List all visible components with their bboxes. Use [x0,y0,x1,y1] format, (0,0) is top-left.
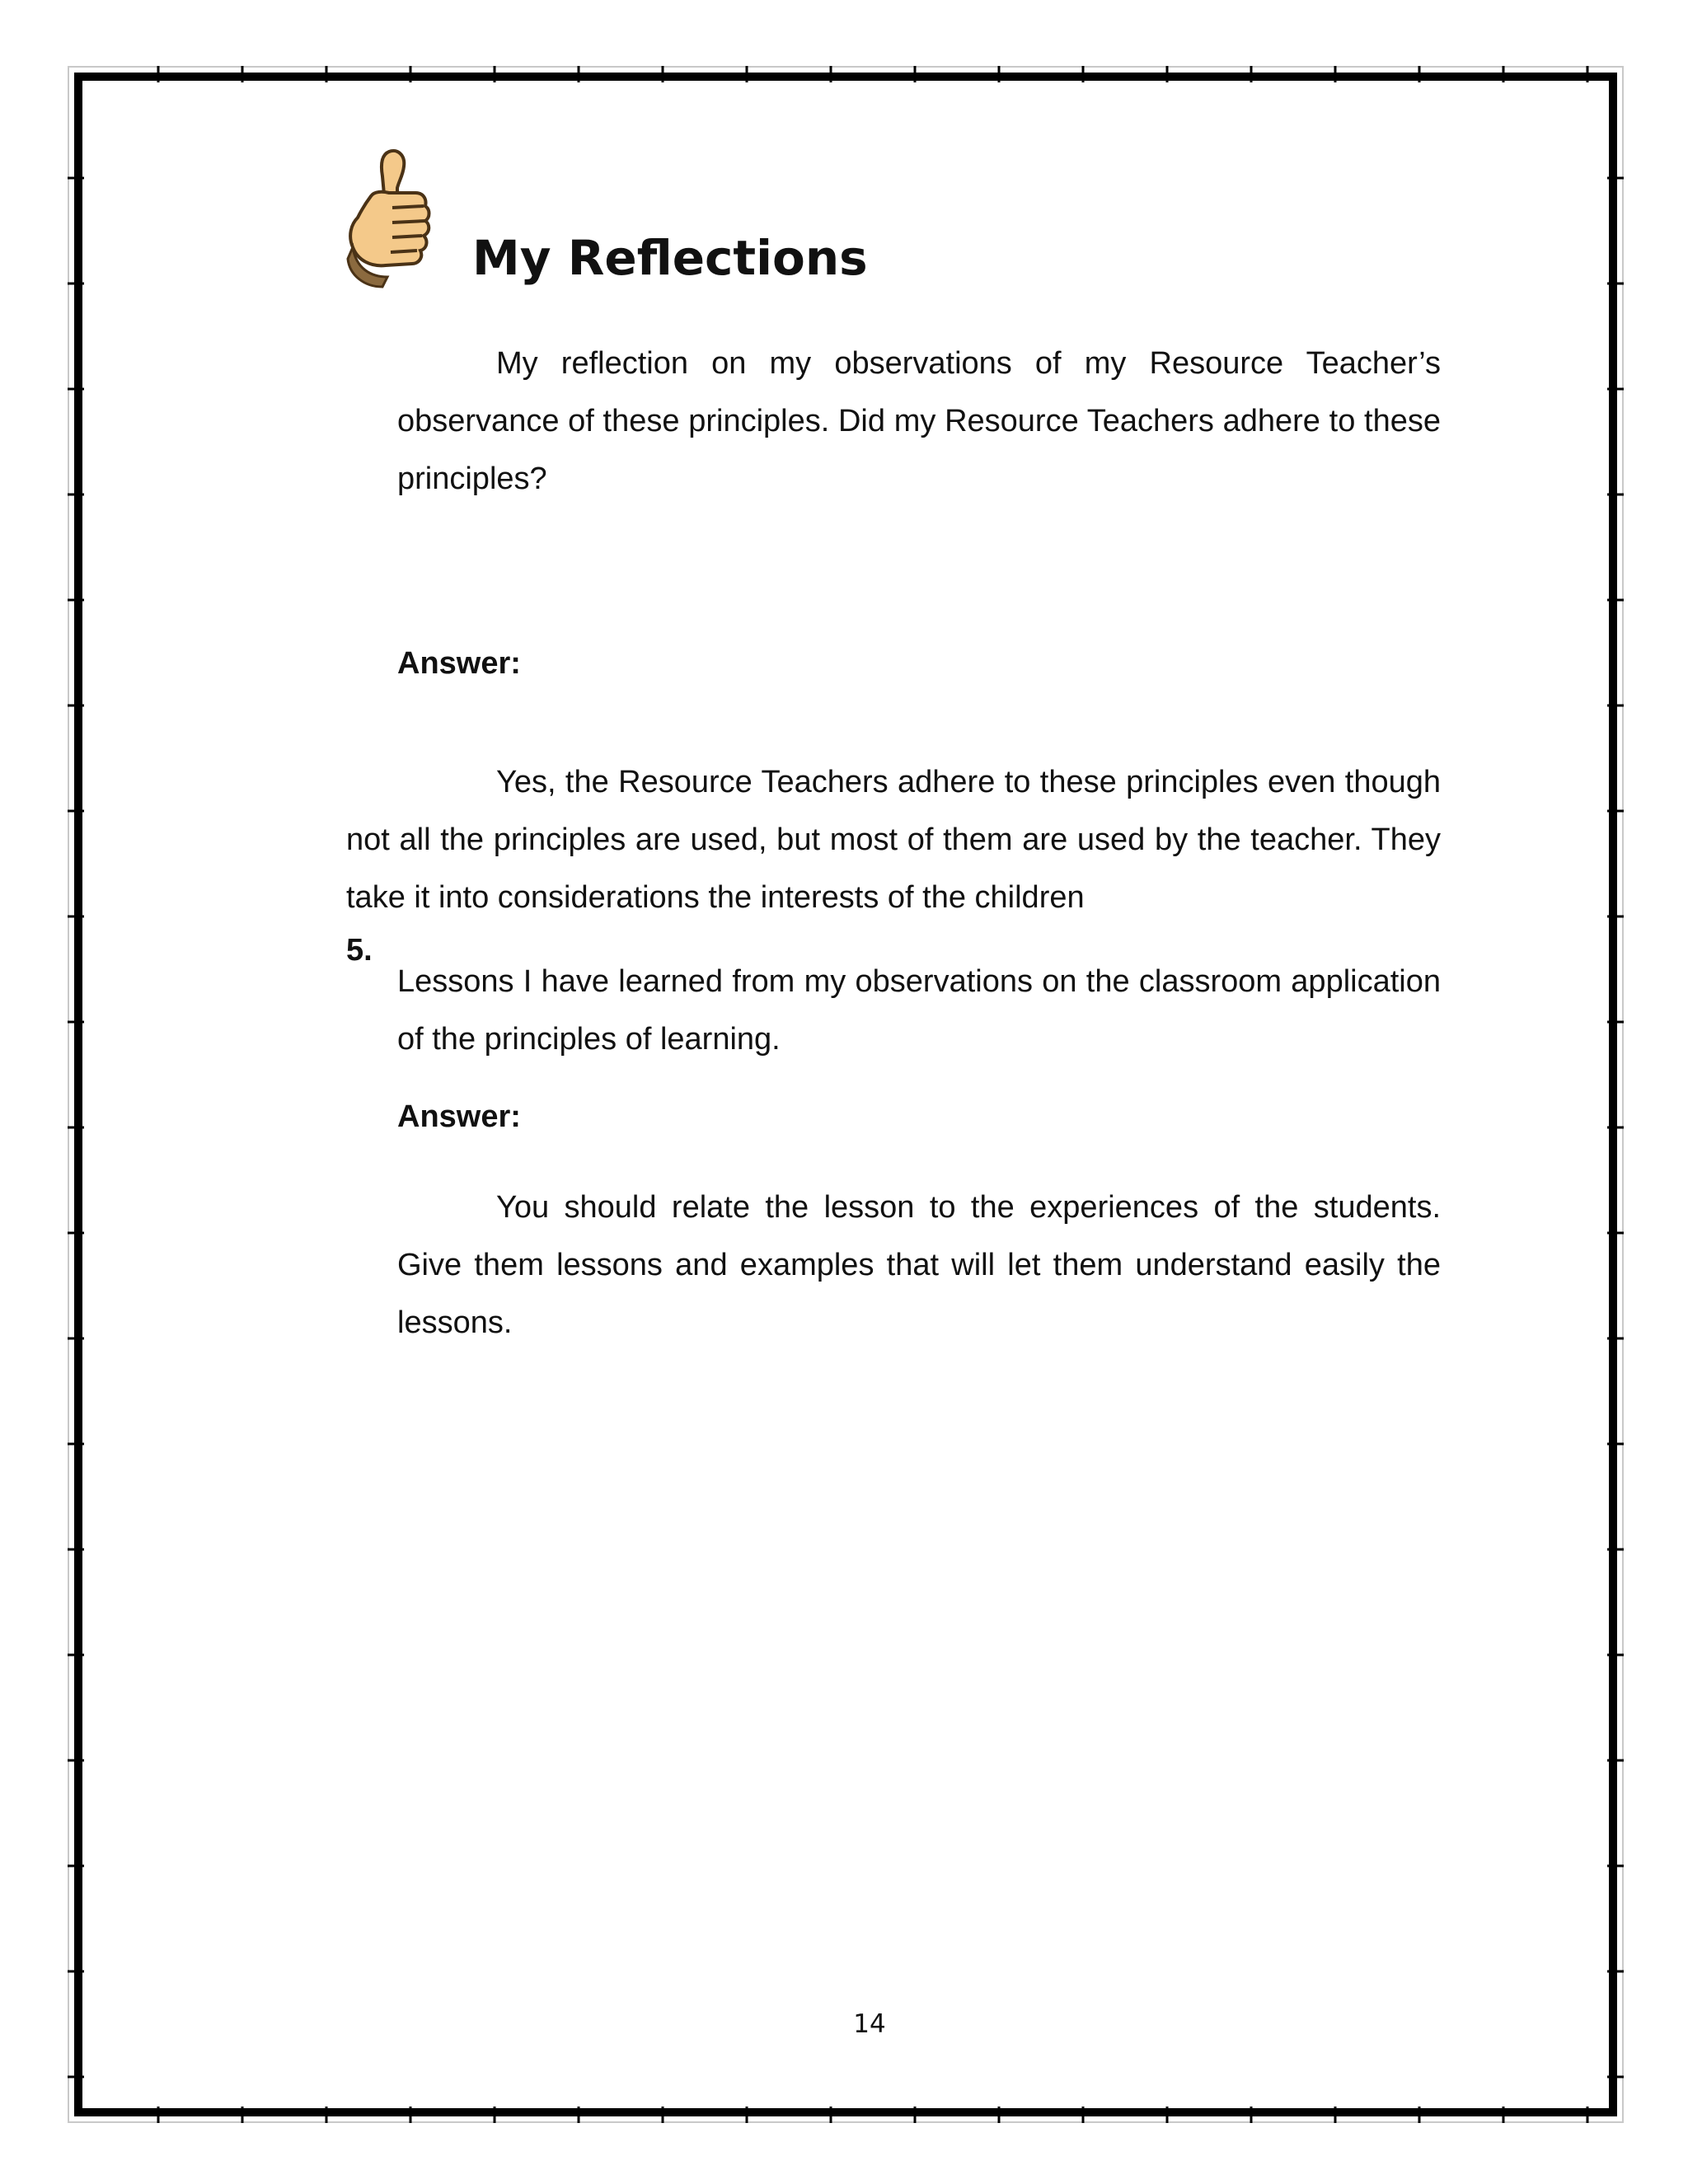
thumbs-up-icon [346,145,437,293]
answer-text: You should relate the lesson to the experiences of the students. Give them lessons and examples that will let them understand easily the lessons. [397,1190,1441,1340]
answer-text: Yes, the Resource Teachers adhere to these principles even though not all the principles are used, but most of them are used by the teacher. They take it into considerations the interests of the children [346,765,1441,915]
answer-label: Answer: [397,1099,521,1134]
answer-label: Answer: [397,646,521,681]
section-header [346,140,1442,305]
page-number: 14 [853,2009,886,2039]
reflection-prompt: My reflection on my observations of my Resource Teacher’s observance of these principles. Did my Resource Teachers adhere to these principles? [397,346,1441,496]
item-prompt: Lessons I have learned from my observations on the classroom application of the principles of learning. [397,964,1441,1057]
page-title: My Reflections [472,229,868,286]
item-number: 5. [346,933,373,968]
